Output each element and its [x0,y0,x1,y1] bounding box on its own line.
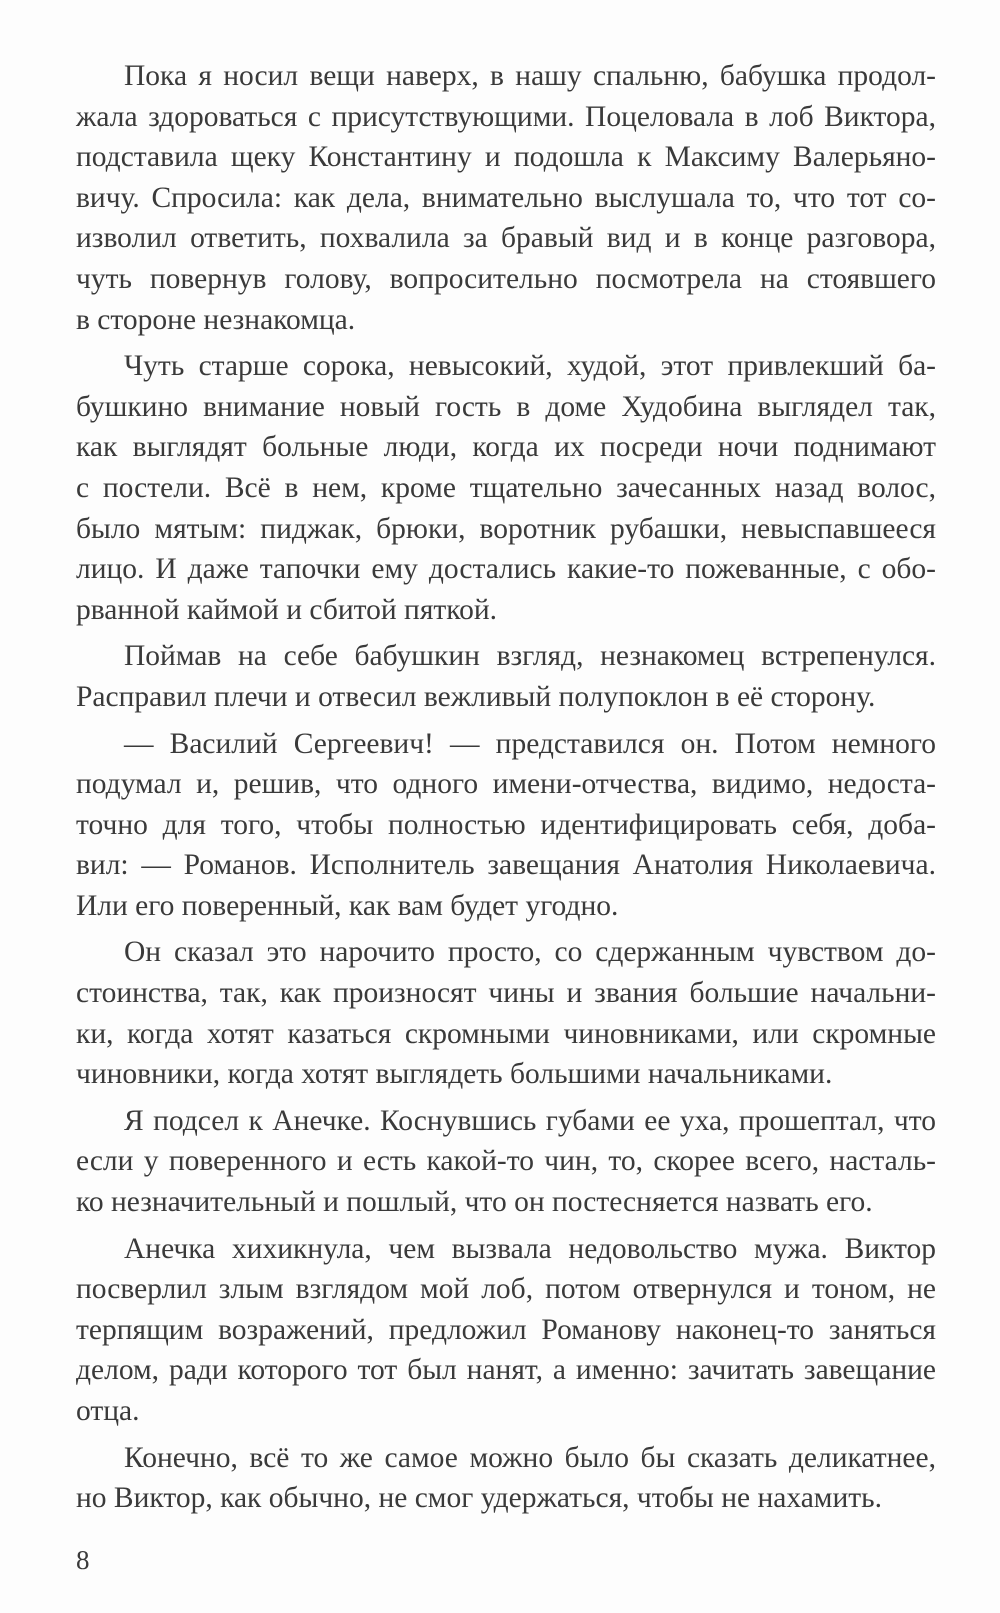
text-line: отца. [76,1395,140,1427]
text-line: изволил ответить, похвалила за бравый вид и в конце разговора, [76,222,936,255]
paragraph-2 [76,346,936,630]
text-line: подумал и, решив, что одного имени-отчества, видимо, недоста- [76,768,936,801]
text-line: жала здороваться с присутствующими. Поцеловала в лоб Виктора, [76,100,936,133]
text-line: бушкино внимание новый гость в доме Худобина выглядел так, [76,390,936,423]
text-line: Чуть старше сорока, невысокий, худой, этот привлекший ба- [124,350,936,383]
paragraph-7 [76,1229,936,1432]
paragraph-4 [76,724,936,927]
text-line: но Виктор, как обычно, не смог удержаться, чтобы не нахамить. [76,1482,882,1515]
text-line: Он сказал это нарочито просто, со сдержанным чувством до- [124,936,936,969]
paragraph-6 [76,1101,936,1223]
text-line: вичу. Спросила: как дела, внимательно выслушала то, что тот со- [76,181,936,214]
text-line: Поймав на себе бабушкин взгляд, незнакомец встрепенулся. [124,640,936,673]
text-line: Или его поверенный, как вам будет угодно. [76,889,619,922]
text-line: — Василий Сергеевич! — представился он. Потом немного [124,727,936,760]
paragraph-5 [76,932,936,1094]
text-line: терпящим возражений, предложил Романову наконец-то заняться [76,1313,936,1346]
text-line: в стороне незнакомца. [76,303,356,336]
text-line: ки, когда хотят казаться скромными чиновниками, или скромные [76,1017,936,1050]
text-line: чуть повернув голову, вопросительно посмотрела на стоявшего [76,262,936,295]
text-line: стоинства, так, как произносят чины и звания большие начальни- [76,977,936,1010]
text-line: если у поверенного и есть какой-то чин, то, скорее всего, насталь- [76,1145,936,1178]
paragraph-3 [76,636,936,717]
paragraph-1 [76,56,936,340]
text-line: было мятым: пиджак, брюки, воротник рубашки, невыспавшееся [76,512,936,545]
text-line: делом, ради которого тот был нанят, а именно: зачитать завещание [76,1354,936,1387]
text-line: Я подсел к Анечке. Коснувшись губами ее уха, прошептал, что [124,1104,936,1137]
page-body-text [76,56,936,1525]
text-line: Анечка хихикнула, чем вызвала недовольство мужа. Виктор [124,1232,936,1265]
text-line: Расправил плечи и отвесил вежливый полупоклон в её сторону. [76,680,876,713]
text-line: с постели. Всё в нем, кроме тщательно зачесанных назад волос, [76,471,936,504]
paragraph-8 [76,1438,936,1519]
text-line: лицо. И даже тапочки ему достались какие-то пожеванные, с обо- [76,553,936,586]
text-line: чиновники, когда хотят выглядеть большими начальниками. [76,1058,833,1091]
text-line: Пока я носил вещи наверх, в нашу спальню, бабушка продол- [124,60,936,92]
text-line: рванной каймой и сбитой пяткой. [76,593,498,626]
text-line: как выглядят больные люди, когда их посреди ночи поднимают [76,431,936,464]
text-line: вил: — Романов. Исполнитель завещания Анатолия Николаевича. [76,849,936,882]
text-line: Конечно, всё то же самое можно было бы сказать деликатнее, [124,1441,936,1474]
text-line: точно для того, чтобы полностью идентифицировать себя, доба- [76,808,936,841]
text-line: подставила щеку Константину и подошла к Максиму Валерьяно- [76,141,936,174]
text-line: ко незначительный и пошлый, что он постесняется назвать его. [76,1186,873,1219]
page-number: 8 [76,1545,90,1575]
text-line: посверлил злым взглядом мой лоб, потом отвернулся и тоном, не [76,1273,936,1306]
